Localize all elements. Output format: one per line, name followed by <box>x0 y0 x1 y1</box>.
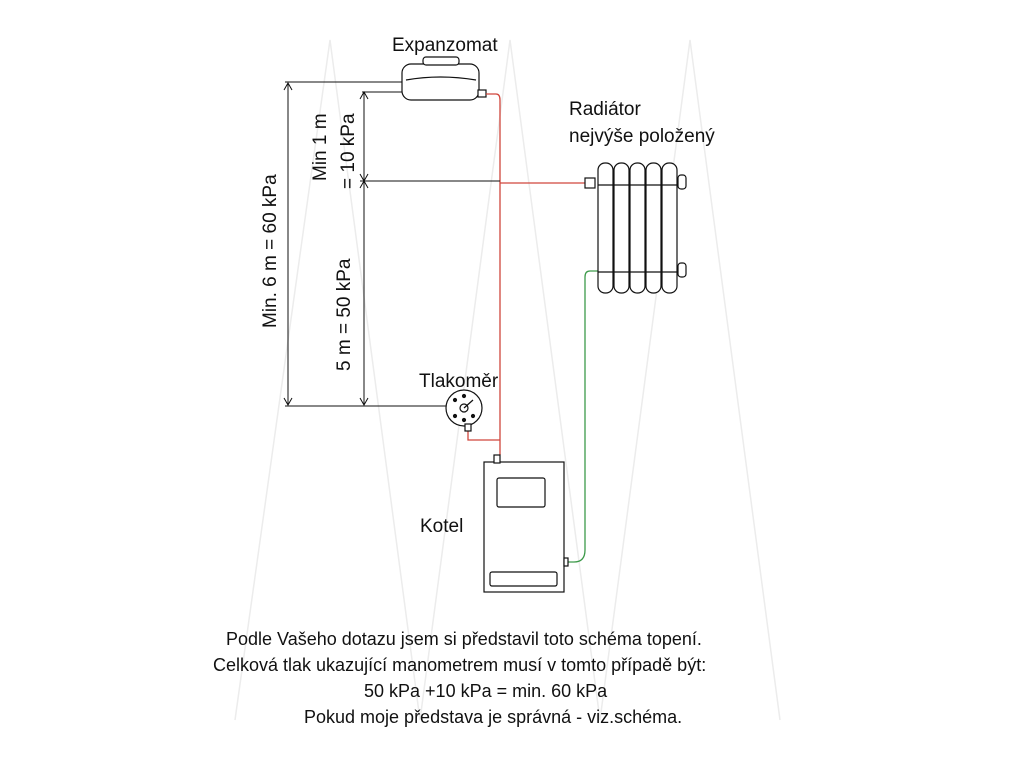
expansion-tank-label: Expanzomat <box>392 35 498 56</box>
caption-line-2: Celková tlak ukazující manometrem musí v tomto případě být: <box>213 655 707 675</box>
dimension-top-label-line1: Min 1 m <box>310 113 331 181</box>
caption-line-1: Podle Vašeho dotazu jsem si představil toto schéma topení. <box>226 629 702 649</box>
supply-pipe <box>468 94 585 455</box>
boiler-label: Kotel <box>420 516 464 537</box>
pressure-gauge-label: Tlakoměr <box>419 371 499 392</box>
boiler <box>484 455 568 592</box>
caption-line-3: 50 kPa +10 kPa = min. 60 kPa <box>364 681 608 701</box>
radiator-label-line2: nejvýše položený <box>569 126 715 147</box>
expansion-tank <box>402 57 486 100</box>
radiator-label-line1: Radiátor <box>569 99 641 120</box>
dimension-total-label: Min. 6 m = 60 kPa <box>260 174 281 328</box>
pressure-gauge <box>446 390 482 431</box>
return-pipe <box>566 271 599 562</box>
radiator <box>585 163 686 293</box>
dimension-top-label-line2: = 10 kPa <box>338 113 359 189</box>
caption-line-4: Pokud moje představa je správná - viz.schéma. <box>304 707 683 727</box>
dimension-lower-label: 5 m = 50 kPa <box>334 258 355 371</box>
